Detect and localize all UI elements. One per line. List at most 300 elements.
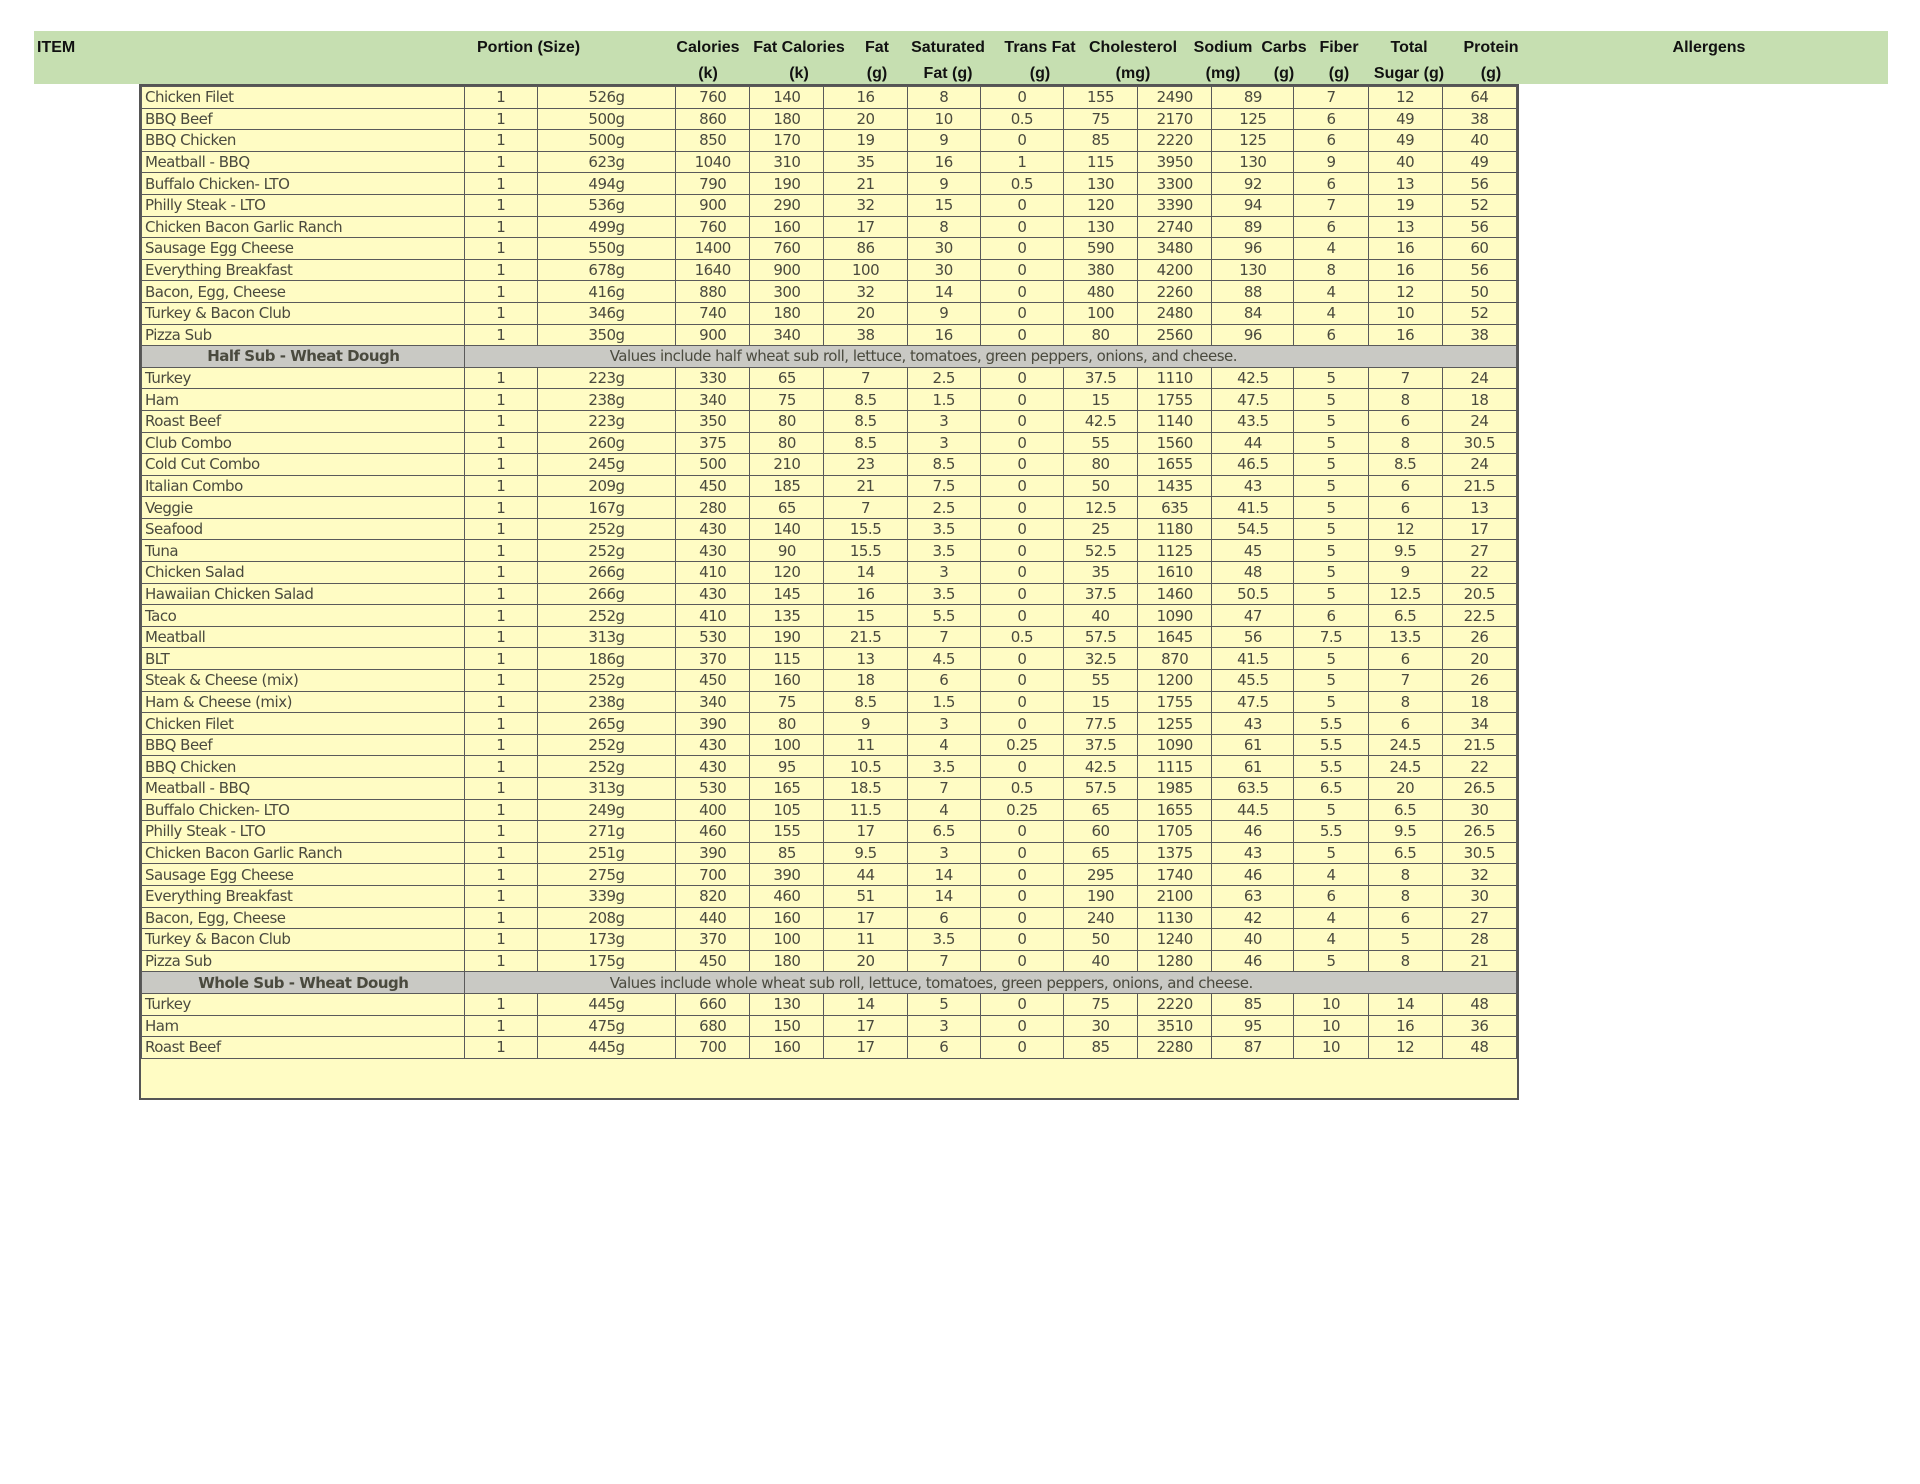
cell-fatcal: 185 (750, 475, 824, 497)
cell-qty: 1 (464, 475, 537, 497)
cell-pro: 21 (1442, 950, 1516, 972)
cell-cal: 700 (676, 1037, 750, 1059)
cell-sat: 6 (907, 907, 980, 929)
cell-carb: 41.5 (1212, 648, 1294, 670)
cell-fatcal: 300 (750, 281, 824, 303)
cell-fatcal: 310 (750, 151, 824, 173)
cell-fatcal: 290 (750, 194, 824, 216)
cell-size: 271g (537, 821, 675, 843)
cell-sat: 9 (907, 173, 980, 195)
cell-trans: 0 (980, 864, 1063, 886)
table-row (142, 108, 1517, 130)
cell-qty: 1 (464, 626, 537, 648)
cell-fat: 32 (824, 194, 907, 216)
cell-chol: 380 (1063, 259, 1137, 281)
cell-fatcal: 145 (750, 583, 824, 605)
cell-qty: 1 (464, 993, 537, 1015)
table-row (142, 778, 1517, 800)
cell-chol: 100 (1063, 302, 1137, 324)
cell-sod: 3510 (1138, 1015, 1212, 1037)
cell-fib: 4 (1294, 281, 1368, 303)
cell-cal: 900 (676, 194, 750, 216)
cell-fat: 21 (824, 173, 907, 195)
cell-fatcal: 80 (750, 410, 824, 432)
cell-sod: 1140 (1138, 410, 1212, 432)
cell-fatcal: 150 (750, 1015, 824, 1037)
cell-sod: 1655 (1138, 799, 1212, 821)
cell-fib: 5 (1294, 475, 1368, 497)
cell-sat: 3.5 (907, 583, 980, 605)
cell-pro: 26.5 (1442, 778, 1516, 800)
cell-sod: 1115 (1138, 756, 1212, 778)
cell-qty: 1 (464, 151, 537, 173)
cell-qty: 1 (464, 1015, 537, 1037)
cell-trans: 0 (980, 993, 1063, 1015)
column-header-bar (34, 31, 1888, 84)
item-name: Tuna (142, 540, 465, 562)
cell-size: 346g (537, 302, 675, 324)
cell-fatcal: 75 (750, 389, 824, 411)
cell-chol: 480 (1063, 281, 1137, 303)
cell-trans: 0 (980, 324, 1063, 346)
header-allergens: Allergens (1672, 39, 1746, 56)
cell-sat: 14 (907, 864, 980, 886)
cell-pro: 49 (1442, 151, 1516, 173)
cell-qty: 1 (464, 173, 537, 195)
cell-trans: 0 (980, 259, 1063, 281)
cell-sat: 3 (907, 842, 980, 864)
cell-trans: 0 (980, 454, 1063, 476)
cell-sug: 12.5 (1368, 583, 1442, 605)
cell-cal: 370 (676, 929, 750, 951)
cell-fatcal: 80 (750, 432, 824, 454)
item-name: Hawaiian Chicken Salad (142, 583, 465, 605)
cell-fib: 5 (1294, 583, 1368, 605)
cell-sug: 6 (1368, 410, 1442, 432)
header-protein: Protein (g) (1463, 39, 1519, 82)
cell-chol: 80 (1063, 324, 1137, 346)
cell-chol: 30 (1063, 1015, 1137, 1037)
cell-sod: 1180 (1138, 518, 1212, 540)
cell-chol: 120 (1063, 194, 1137, 216)
item-name: Turkey (142, 367, 465, 389)
cell-pro: 50 (1442, 281, 1516, 303)
cell-qty: 1 (464, 87, 537, 109)
cell-fat: 14 (824, 562, 907, 584)
cell-sod: 1705 (1138, 821, 1212, 843)
cell-chol: 40 (1063, 605, 1137, 627)
cell-carb: 46 (1212, 821, 1294, 843)
cell-carb: 44 (1212, 432, 1294, 454)
cell-fat: 7 (824, 497, 907, 519)
item-name: Steak & Cheese (mix) (142, 670, 465, 692)
cell-chol: 85 (1063, 130, 1137, 152)
section-title: Half Sub - Wheat Dough (142, 346, 465, 368)
item-name: Turkey & Bacon Club (142, 929, 465, 951)
cell-qty: 1 (464, 605, 537, 627)
cell-chol: 80 (1063, 454, 1137, 476)
cell-sod: 1130 (1138, 907, 1212, 929)
cell-sug: 16 (1368, 259, 1442, 281)
cell-fib: 5 (1294, 562, 1368, 584)
cell-chol: 42.5 (1063, 756, 1137, 778)
cell-qty: 1 (464, 367, 537, 389)
cell-pro: 56 (1442, 216, 1516, 238)
cell-fatcal: 105 (750, 799, 824, 821)
cell-carb: 63 (1212, 885, 1294, 907)
cell-fatcal: 160 (750, 1037, 824, 1059)
cell-sug: 6 (1368, 713, 1442, 735)
cell-fat: 17 (824, 1015, 907, 1037)
cell-sat: 3 (907, 1015, 980, 1037)
cell-fatcal: 180 (750, 302, 824, 324)
cell-sat: 6 (907, 1037, 980, 1059)
cell-chol: 15 (1063, 691, 1137, 713)
cell-fib: 5.5 (1294, 821, 1368, 843)
cell-sug: 13 (1368, 173, 1442, 195)
cell-fib: 8 (1294, 259, 1368, 281)
cell-pro: 56 (1442, 173, 1516, 195)
cell-carb: 94 (1212, 194, 1294, 216)
cell-fib: 6 (1294, 885, 1368, 907)
table-row (142, 605, 1517, 627)
cell-fib: 5 (1294, 648, 1368, 670)
cell-chol: 55 (1063, 670, 1137, 692)
cell-cal: 400 (676, 799, 750, 821)
cell-trans: 0 (980, 605, 1063, 627)
item-name: Ham (142, 389, 465, 411)
cell-fat: 17 (824, 907, 907, 929)
header-total-sugar: Total Sugar (g) (1373, 39, 1445, 82)
cell-sod: 1435 (1138, 475, 1212, 497)
cell-pro: 48 (1442, 1037, 1516, 1059)
cell-cal: 370 (676, 648, 750, 670)
cell-trans: 0 (980, 475, 1063, 497)
cell-fatcal: 135 (750, 605, 824, 627)
table-row (142, 281, 1517, 303)
cell-qty: 1 (464, 648, 537, 670)
item-name: Sausage Egg Cheese (142, 864, 465, 886)
cell-sat: 10 (907, 108, 980, 130)
item-name: Veggie (142, 497, 465, 519)
item-name: Chicken Bacon Garlic Ranch (142, 216, 465, 238)
cell-sat: 7 (907, 778, 980, 800)
table-row (142, 885, 1517, 907)
cell-sat: 3.5 (907, 929, 980, 951)
cell-sod: 1375 (1138, 842, 1212, 864)
cell-sug: 24.5 (1368, 756, 1442, 778)
table-row (142, 216, 1517, 238)
item-name: Sausage Egg Cheese (142, 238, 465, 260)
cell-chol: 42.5 (1063, 410, 1137, 432)
cell-fatcal: 80 (750, 713, 824, 735)
cell-fib: 10 (1294, 1037, 1368, 1059)
cell-size: 251g (537, 842, 675, 864)
table-row (142, 475, 1517, 497)
cell-sug: 12 (1368, 87, 1442, 109)
cell-sug: 8 (1368, 691, 1442, 713)
cell-fatcal: 85 (750, 842, 824, 864)
cell-sat: 4 (907, 734, 980, 756)
table-row (142, 497, 1517, 519)
cell-sat: 3.5 (907, 540, 980, 562)
cell-chol: 57.5 (1063, 626, 1137, 648)
cell-cal: 790 (676, 173, 750, 195)
cell-carb: 63.5 (1212, 778, 1294, 800)
cell-sod: 1645 (1138, 626, 1212, 648)
cell-size: 266g (537, 562, 675, 584)
cell-chol: 65 (1063, 799, 1137, 821)
table-row (142, 259, 1517, 281)
cell-cal: 340 (676, 691, 750, 713)
nutrition-table (141, 86, 1517, 1059)
cell-pro: 20.5 (1442, 583, 1516, 605)
cell-pro: 20 (1442, 648, 1516, 670)
cell-carb: 130 (1212, 151, 1294, 173)
section-note: Values include whole wheat sub roll, lettuce, tomatoes, green peppers, onions, and cheese. (464, 972, 1516, 994)
cell-sug: 12 (1368, 518, 1442, 540)
cell-pro: 28 (1442, 929, 1516, 951)
cell-fatcal: 900 (750, 259, 824, 281)
cell-size: 252g (537, 518, 675, 540)
table-row (142, 518, 1517, 540)
cell-trans: 0 (980, 238, 1063, 260)
cell-qty: 1 (464, 324, 537, 346)
cell-fat: 32 (824, 281, 907, 303)
cell-trans: 0 (980, 950, 1063, 972)
cell-size: 238g (537, 691, 675, 713)
cell-trans: 0 (980, 540, 1063, 562)
cell-qty: 1 (464, 259, 537, 281)
cell-size: 252g (537, 605, 675, 627)
cell-qty: 1 (464, 108, 537, 130)
cell-pro: 30 (1442, 885, 1516, 907)
cell-chol: 240 (1063, 907, 1137, 929)
cell-sat: 2.5 (907, 367, 980, 389)
cell-trans: 0.25 (980, 734, 1063, 756)
cell-cal: 500 (676, 454, 750, 476)
cell-sat: 3.5 (907, 756, 980, 778)
cell-fatcal: 190 (750, 173, 824, 195)
cell-qty: 1 (464, 130, 537, 152)
cell-fib: 5.5 (1294, 713, 1368, 735)
cell-sod: 1755 (1138, 389, 1212, 411)
cell-fat: 17 (824, 216, 907, 238)
table-row (142, 907, 1517, 929)
cell-fatcal: 140 (750, 87, 824, 109)
cell-chol: 52.5 (1063, 540, 1137, 562)
table-row (142, 1037, 1517, 1059)
cell-carb: 45.5 (1212, 670, 1294, 692)
cell-cal: 350 (676, 410, 750, 432)
section-row (142, 346, 1517, 368)
cell-trans: 0 (980, 302, 1063, 324)
cell-sat: 8.5 (907, 454, 980, 476)
table-row (142, 87, 1517, 109)
cell-fatcal: 155 (750, 821, 824, 843)
cell-fatcal: 90 (750, 540, 824, 562)
cell-sug: 40 (1368, 151, 1442, 173)
cell-size: 223g (537, 367, 675, 389)
cell-fat: 9 (824, 713, 907, 735)
table-row (142, 432, 1517, 454)
cell-sat: 16 (907, 324, 980, 346)
header-item: ITEM (37, 39, 76, 56)
cell-sat: 6 (907, 670, 980, 692)
cell-fat: 11 (824, 929, 907, 951)
cell-sod: 1090 (1138, 734, 1212, 756)
cell-trans: 0 (980, 756, 1063, 778)
cell-pro: 27 (1442, 540, 1516, 562)
item-name: Everything Breakfast (142, 885, 465, 907)
cell-cal: 1040 (676, 151, 750, 173)
header-carbs: Carbs (g) (1261, 39, 1307, 82)
table-row (142, 670, 1517, 692)
cell-carb: 50.5 (1212, 583, 1294, 605)
item-name: Ham (142, 1015, 465, 1037)
cell-fat: 11.5 (824, 799, 907, 821)
cell-pro: 24 (1442, 410, 1516, 432)
cell-sug: 6 (1368, 907, 1442, 929)
cell-qty: 1 (464, 670, 537, 692)
cell-size: 445g (537, 1037, 675, 1059)
cell-sat: 3 (907, 410, 980, 432)
cell-fat: 23 (824, 454, 907, 476)
cell-trans: 0 (980, 583, 1063, 605)
cell-cal: 430 (676, 518, 750, 540)
cell-sat: 8 (907, 216, 980, 238)
cell-sat: 7 (907, 950, 980, 972)
cell-carb: 61 (1212, 734, 1294, 756)
cell-chol: 190 (1063, 885, 1137, 907)
table-row (142, 324, 1517, 346)
cell-carb: 125 (1212, 130, 1294, 152)
cell-fib: 4 (1294, 929, 1368, 951)
cell-fat: 18 (824, 670, 907, 692)
cell-sug: 13.5 (1368, 626, 1442, 648)
item-name: Italian Combo (142, 475, 465, 497)
cell-fatcal: 100 (750, 929, 824, 951)
item-name: Turkey (142, 993, 465, 1015)
table-row (142, 1015, 1517, 1037)
cell-trans: 0 (980, 885, 1063, 907)
cell-size: 445g (537, 993, 675, 1015)
table-row (142, 799, 1517, 821)
cell-cal: 900 (676, 324, 750, 346)
cell-fib: 6 (1294, 108, 1368, 130)
cell-sat: 4 (907, 799, 980, 821)
cell-sug: 49 (1368, 130, 1442, 152)
cell-pro: 22 (1442, 562, 1516, 584)
cell-sug: 12 (1368, 1037, 1442, 1059)
cell-fib: 5.5 (1294, 756, 1368, 778)
cell-qty: 1 (464, 907, 537, 929)
cell-sod: 1090 (1138, 605, 1212, 627)
header-calories: Calories (k) (676, 39, 740, 82)
cell-chol: 155 (1063, 87, 1137, 109)
item-name: BLT (142, 648, 465, 670)
cell-chol: 85 (1063, 1037, 1137, 1059)
cell-fatcal: 170 (750, 130, 824, 152)
cell-chol: 60 (1063, 821, 1137, 843)
cell-cal: 375 (676, 432, 750, 454)
section-title: Whole Sub - Wheat Dough (142, 972, 465, 994)
header-cholesterol: Cholesterol (mg) (1088, 39, 1178, 82)
cell-sug: 19 (1368, 194, 1442, 216)
cell-trans: 0 (980, 1015, 1063, 1037)
cell-fatcal: 760 (750, 238, 824, 260)
cell-fatcal: 390 (750, 864, 824, 886)
cell-cal: 530 (676, 778, 750, 800)
cell-size: 223g (537, 410, 675, 432)
cell-carb: 42 (1212, 907, 1294, 929)
cell-carb: 41.5 (1212, 497, 1294, 519)
cell-carb: 45 (1212, 540, 1294, 562)
table-row (142, 130, 1517, 152)
cell-size: 252g (537, 540, 675, 562)
cell-sod: 1560 (1138, 432, 1212, 454)
cell-fib: 9 (1294, 151, 1368, 173)
table-row (142, 993, 1517, 1015)
cell-sug: 8 (1368, 950, 1442, 972)
cell-sod: 2490 (1138, 87, 1212, 109)
cell-cal: 860 (676, 108, 750, 130)
cell-sat: 9 (907, 302, 980, 324)
item-name: BBQ Beef (142, 734, 465, 756)
cell-pro: 22.5 (1442, 605, 1516, 627)
cell-size: 260g (537, 432, 675, 454)
cell-fib: 5 (1294, 454, 1368, 476)
cell-sod: 1755 (1138, 691, 1212, 713)
table-row (142, 410, 1517, 432)
cell-sug: 12 (1368, 281, 1442, 303)
cell-sat: 2.5 (907, 497, 980, 519)
cell-fat: 15.5 (824, 518, 907, 540)
cell-pro: 21.5 (1442, 734, 1516, 756)
cell-trans: 0 (980, 907, 1063, 929)
cell-size: 550g (537, 238, 675, 260)
cell-fatcal: 140 (750, 518, 824, 540)
item-name: Chicken Salad (142, 562, 465, 584)
cell-carb: 47.5 (1212, 691, 1294, 713)
cell-cal: 450 (676, 670, 750, 692)
cell-sat: 14 (907, 281, 980, 303)
cell-cal: 390 (676, 713, 750, 735)
cell-size: 623g (537, 151, 675, 173)
cell-sod: 4200 (1138, 259, 1212, 281)
cell-carb: 47 (1212, 605, 1294, 627)
cell-sug: 7 (1368, 670, 1442, 692)
cell-size: 238g (537, 389, 675, 411)
cell-sod: 635 (1138, 497, 1212, 519)
cell-fat: 20 (824, 302, 907, 324)
cell-size: 167g (537, 497, 675, 519)
cell-qty: 1 (464, 281, 537, 303)
cell-sug: 5 (1368, 929, 1442, 951)
cell-sod: 1985 (1138, 778, 1212, 800)
item-name: Meatball (142, 626, 465, 648)
cell-qty: 1 (464, 713, 537, 735)
cell-size: 313g (537, 778, 675, 800)
cell-pro: 22 (1442, 756, 1516, 778)
cell-carb: 43 (1212, 713, 1294, 735)
cell-sug: 20 (1368, 778, 1442, 800)
header-sodium: Sodium (mg) (1193, 39, 1253, 82)
cell-size: 313g (537, 626, 675, 648)
cell-cal: 530 (676, 626, 750, 648)
cell-sug: 9 (1368, 562, 1442, 584)
item-name: Ham & Cheese (mix) (142, 691, 465, 713)
